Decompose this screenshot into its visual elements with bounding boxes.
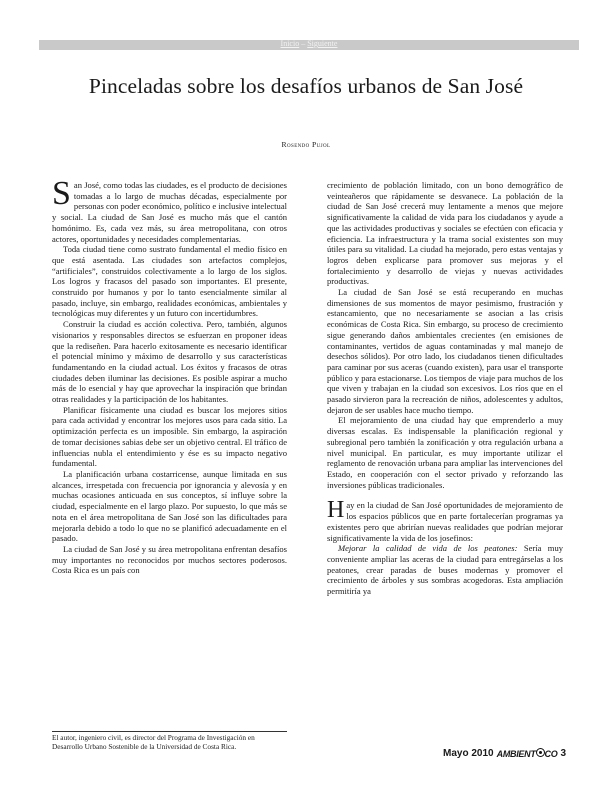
magazine-logo: AMBIENT CO xyxy=(496,749,558,759)
paragraph: Mejorar la calidad de vida de los peatones: Sería muy conveniente ampliar las aceras de la ciudad para entregárselas a los peatones, crear paradas de buses modernas y promover el crecimiento de árboles y sus sombras acogedoras. Esta ampliación permitiría ya xyxy=(327,543,564,597)
paragraph: Construir la ciudad es acción colectiva. Pero, también, algunos visionarios y responsables directos se esfuerzan en proponer ideas que la rediseñen. Para hacerlo exitosamente es necesario identificar el potencial mínimo y máximo de desarrollo y sus características fundamentando en la ciudad actual. Los éxitos y fracasos de otras ciudades deben iluminar las decisiones. Es posible aspirar a mucho más de lo esencial y hay que aprovechar la inspiración que brindan otras realidades y la participación de los habitantes. xyxy=(52,319,287,405)
paragraph: Hay en la ciudad de San José oportunidades de mejoramiento de los espacios públicos que en parte fortalecerían programas ya existentes pero que abrirían nuevas realidades que podrían mejorar significativamente la vida de los josefinos: xyxy=(327,497,563,543)
nav-links xyxy=(39,39,579,48)
nav-link-inicio[interactable]: Inicio xyxy=(280,39,300,48)
issue-date: Mayo 2010 xyxy=(443,748,494,759)
nav-separator: – xyxy=(299,39,308,48)
paragraph: Toda ciudad tiene como sustrato fundamental el medio físico en que está asentada. Las ciudades son artefactos complejos, “artificiales”, construidos colectivamente a lo largo de los siglos. Los logros y fracasos del pasado son importantes. El presente, construido por humanos y por lo tanto esencialmente similar al pasado, incluye, sin embargo, realidades económicas, ambientales y tecnológicas muy diferentes y un futuro con incertidumbres. xyxy=(52,244,287,319)
paragraph: La ciudad de San José y su área metropolitana enfrentan desafíos muy importantes no reconocidos por muchos sectores poderosos. Costa Rica es un país con xyxy=(52,543,287,576)
page-number: 3 xyxy=(560,748,566,759)
paragraph: El mejoramiento de una ciudad hay que emprenderlo a muy diversas escalas. Es indispensable la planificación regional y subregional pero también la zonificación y otra regulación urbana a nivel municipal. En particular, es muy importante utilizar el reglamento de renovación urbana para ampliar las intervenciones del Estado, en cooperación con el sector privado y reforzando las inversiones públicas tradicionales. xyxy=(327,415,563,490)
italic-lead: Mejorar la calidad de vida de los peatones: xyxy=(338,543,518,554)
paragraph: La planificación urbana costarricense, aunque limitada en sus alcances, irrespetada con frecuencia por ignorancia y alevosía y en muchas ocasiones anticuada en sus conceptos, sí influye sobre la ciudad, especialmente en el largo plazo. Por supuesto, lo que más se nota en el área metropolitana de San José son las dificultades para mejorarla debido a todo lo que no se planificó adecuadamente en el pasado. xyxy=(52,468,287,544)
paragraph: crecimiento de población limitado, con un bono demográfico de veinteañeros que rápidamente se desvanece. La población de la ciudad de San José crecerá muy lentamente a menos que mejore significativamente la calidad de vida para los ciudadanos y ayude a que las actividades productivas y sociales se efectúen con eficacia y eficiencia. La infraestructura y la trama social existentes son muy útiles para su vitalidad. La ciudad ha mejorado, pero estas ventajas y logros deben explicarse para promover sus mejoras y el fortalecimiento y desarrollo de viejas y nuevas actividades productivas. xyxy=(327,180,563,287)
left-column xyxy=(52,175,287,736)
navigation-bar xyxy=(39,40,579,50)
article-author: Rosendo Pujol xyxy=(281,140,331,149)
article-title: Pinceladas sobre los desafíos urbanos de San José xyxy=(88,74,524,98)
eye-icon xyxy=(536,748,545,757)
footnote-divider xyxy=(52,731,287,732)
drop-cap: S xyxy=(52,175,71,212)
footnote: El autor, ingeniero civil, es director del Programa de Investigación en Desarrollo Urbano Sostenible de la Universidad de Costa Rica. xyxy=(52,733,255,751)
drop-cap: H xyxy=(327,497,345,524)
nav-link-siguiente[interactable]: Siguiente xyxy=(307,39,338,48)
right-column xyxy=(327,180,563,597)
paragraph: La ciudad de San José se está recuperando en muchas dimensiones de sus momentos de mayor pesimismo, frustración y estancamiento, que no necesariamente se asocian a las crisis económicas de Costa Rica. Sin embargo, su proceso de crecimiento sigue generando daños ambientales crecientes (en emisiones de contaminantes, vertidos de aguas contaminadas y mal manejo de desechos sólidos). Por otro lado, los ciudadanos tienen dificultades para caminar por sus aceras (cuando existen), para usar el transporte público y para estacionarse. Los tiempos de viaje para muchos de los que viven y trabajan en la ciudad son excesivos. Los ríos que en el pasado sirvieron para la recreación de niños, adolescentes y adultos, dejaron de ser usables hace mucho tiempo. xyxy=(327,287,563,415)
page-footer xyxy=(443,748,566,759)
paragraph: San José, como todas las ciudades, es el producto de decisiones tomadas a lo largo de muchas décadas, especialmente por personas con poder económico, político e inclusive intelectual y social. La ciudad de San José es mucho más que el cantón homónimo. Es, cada vez más, su área metropolitana, con otros actores, oportunidades y necesidades complementarias. xyxy=(52,175,287,244)
paragraph: Planificar físicamente una ciudad es buscar los mejores sitios para cada actividad y encontrar los mejores usos para cada sitio. La optimización perfecta es un imposible. Sin embargo, la aspiración de tomar decisiones sabias debe ser un objetivo central. El tráfico de influencias nubla el entendimiento y ése es su impacto negativo fundamental. xyxy=(52,404,287,469)
